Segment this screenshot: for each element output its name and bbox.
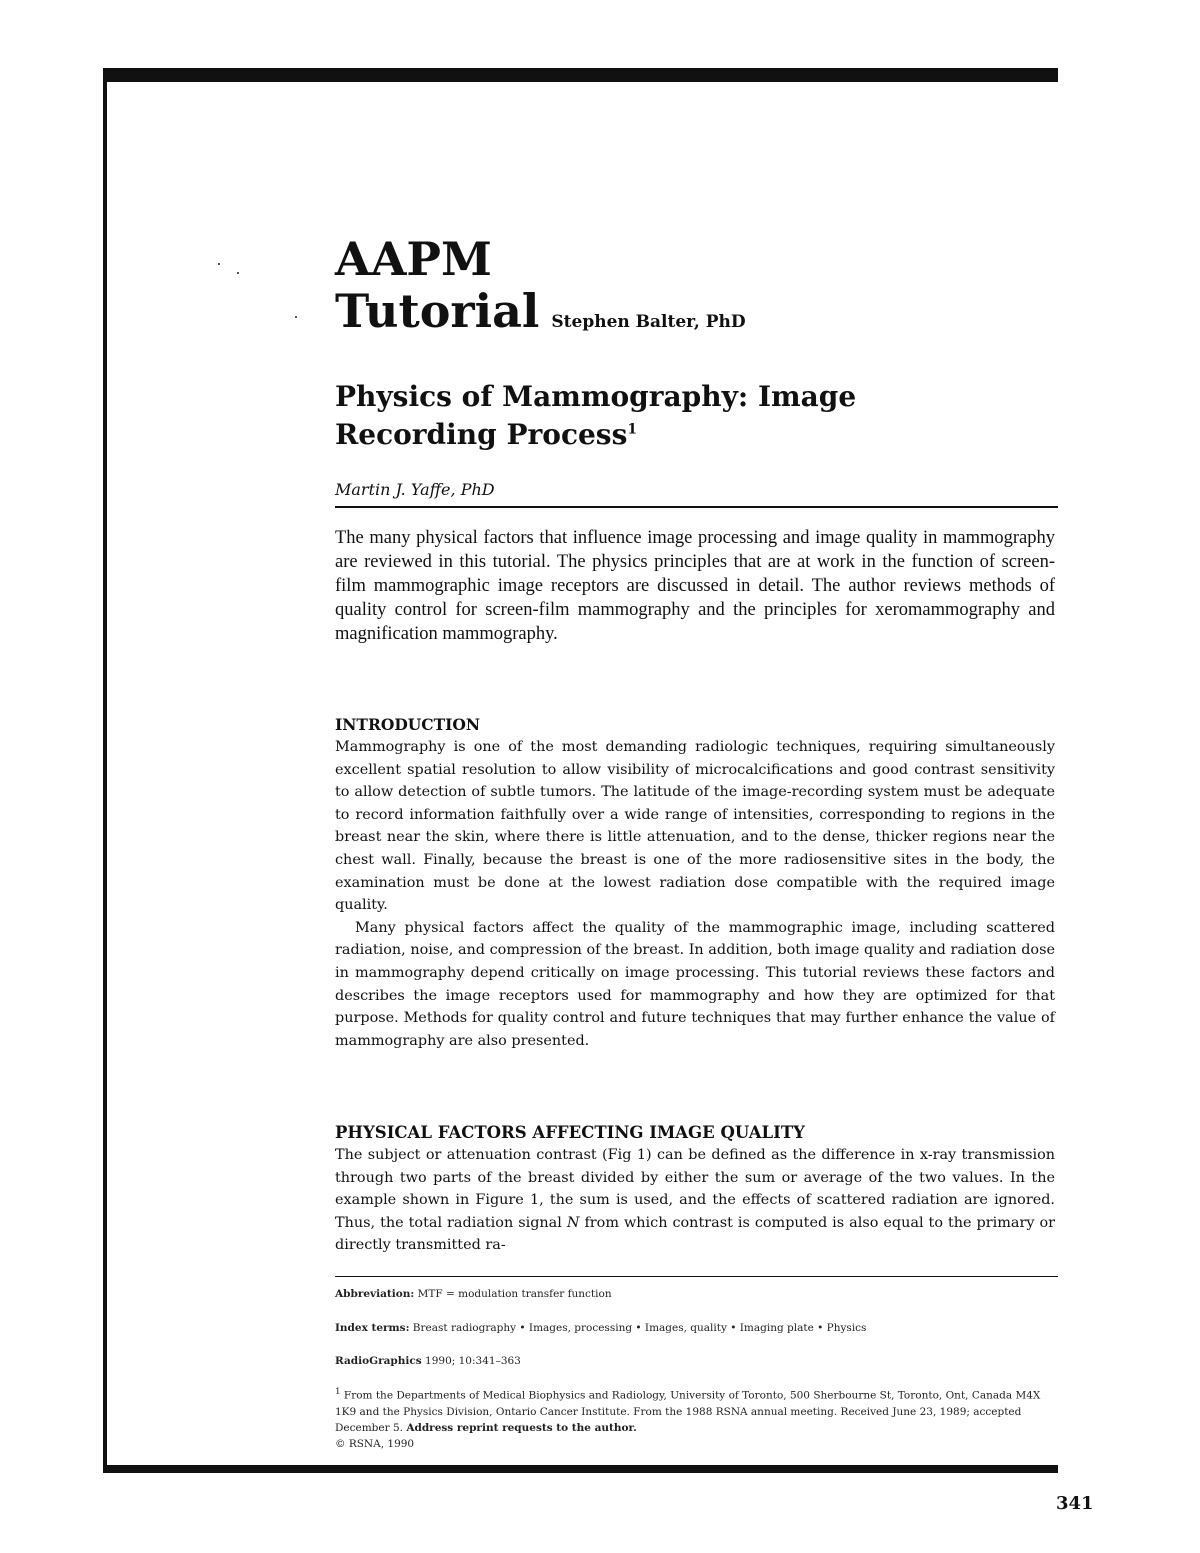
introduction-heading: INTRODUCTION (335, 715, 481, 734)
physical-factors-text-b: from which contrast is computed is also equal to the primary or directly transmitted ra- (335, 1214, 1056, 1254)
top-border-rule (103, 68, 1058, 82)
reprint-request: Address reprint requests to the author. (406, 1421, 637, 1434)
bottom-border-rule (103, 1465, 1058, 1473)
left-border-rule (103, 68, 107, 1473)
affiliation-text: From the Departments of Medical Biophysics and Radiology, University of Toronto, 500 Sherbourne St, Toronto, Ont, Canada M4X 1K9 and the Physics Division, Ontario Cancer Institute. From the 1988 RSNA annual meeting. Received June 23, 1989; accepted December 5. (335, 1389, 1041, 1434)
series-title (335, 233, 746, 337)
journal-name: RadioGraphics (335, 1355, 422, 1367)
citation-text: 1990; 10:341–363 (425, 1355, 521, 1367)
introduction-section (335, 714, 1055, 1052)
introduction-paragraph-1: Mammography is one of the most demanding radiologic techniques, requiring simultaneously excellent spatial resolution to allow visibility of microcalcifications and good contrast sensitivity to allow detection of subtle tumors. The latitude of the image-recording system must be adequate to record information faithfully over a wide range of intensities, corresponding to regions in the breast near the skin, where there is little attenuation, and to the dense, thicker regions near the chest wall. Finally, because the breast is one of the more radiosensitive sites in the body, the examination must be done at the lowest radiation dose compatible with the required image quality. (335, 739, 1055, 914)
scan-speck (237, 272, 239, 274)
series-editor: Stephen Balter, PhD (551, 312, 746, 332)
footer-citation (335, 1353, 1055, 1369)
footer-index-terms (335, 1320, 1055, 1336)
footer-divider (335, 1276, 1058, 1277)
index-terms-label: Index terms: (335, 1322, 410, 1334)
author-divider (335, 506, 1058, 508)
article-title-footnote-mark: 1 (627, 421, 638, 438)
footer-affiliation (335, 1384, 1055, 1436)
scan-speck (295, 316, 297, 318)
physical-factors-paragraph (335, 1144, 1055, 1257)
abbreviation-label: Abbreviation: (335, 1288, 415, 1300)
article-title (335, 378, 975, 454)
article-abstract: The many physical factors that influence image processing and image quality in mammography are reviewed in this tutorial. The physics principles that are at work in the function of screen-film mammographic image receptors are discussed in detail. The author reviews methods of quality control for screen-film mammography and the principles for xeromammography and magnification mammography. (335, 528, 1055, 644)
series-title-line-2 (335, 285, 746, 337)
footer-copyright: © RSNA, 1990 (335, 1438, 415, 1450)
footer-abbreviation (335, 1286, 1055, 1302)
physical-factors-section (335, 1122, 1055, 1257)
page-number: 341 (1056, 1493, 1094, 1514)
series-title-tutorial: Tutorial (335, 284, 540, 338)
article-author: Martin J. Yaffe, PhD (335, 480, 495, 499)
physical-factors-heading: PHYSICAL FACTORS AFFECTING IMAGE QUALITY (335, 1123, 805, 1142)
introduction-paragraph-2: Many physical factors affect the quality of the mammographic image, including scattered radiation, noise, and compression of the breast. In addition, both image quality and radiation dose in mammography depend critically on image processing. This tutorial reviews these factors and describes the image receptors used for mammography and how they are optimized for that purpose. Methods for quality control and future techniques that may further enhance the value of mammography are also presented. (335, 919, 1055, 1049)
article-title-text: Physics of Mammography: Image Recording Process (335, 380, 857, 451)
index-terms-text: Breast radiography • Images, processing • Images, quality • Imaging plate • Physics (412, 1322, 867, 1334)
signal-symbol: N (566, 1214, 580, 1231)
abbreviation-text: MTF = modulation transfer function (417, 1288, 612, 1300)
affiliation-mark: 1 (335, 1387, 341, 1397)
physical-factors-text-a: The subject or attenuation contrast (Fig 1) can be defined as the difference in x-ray transmission through two parts of the breast divided by either the sum or average of the two values. In the example shown in Figure 1, the sum is used, and the effects of scattered radiation are ignored. Thus, the total radiation signal (335, 1147, 1055, 1231)
series-title-line-1: AAPM (335, 232, 492, 286)
scan-speck (218, 263, 220, 265)
